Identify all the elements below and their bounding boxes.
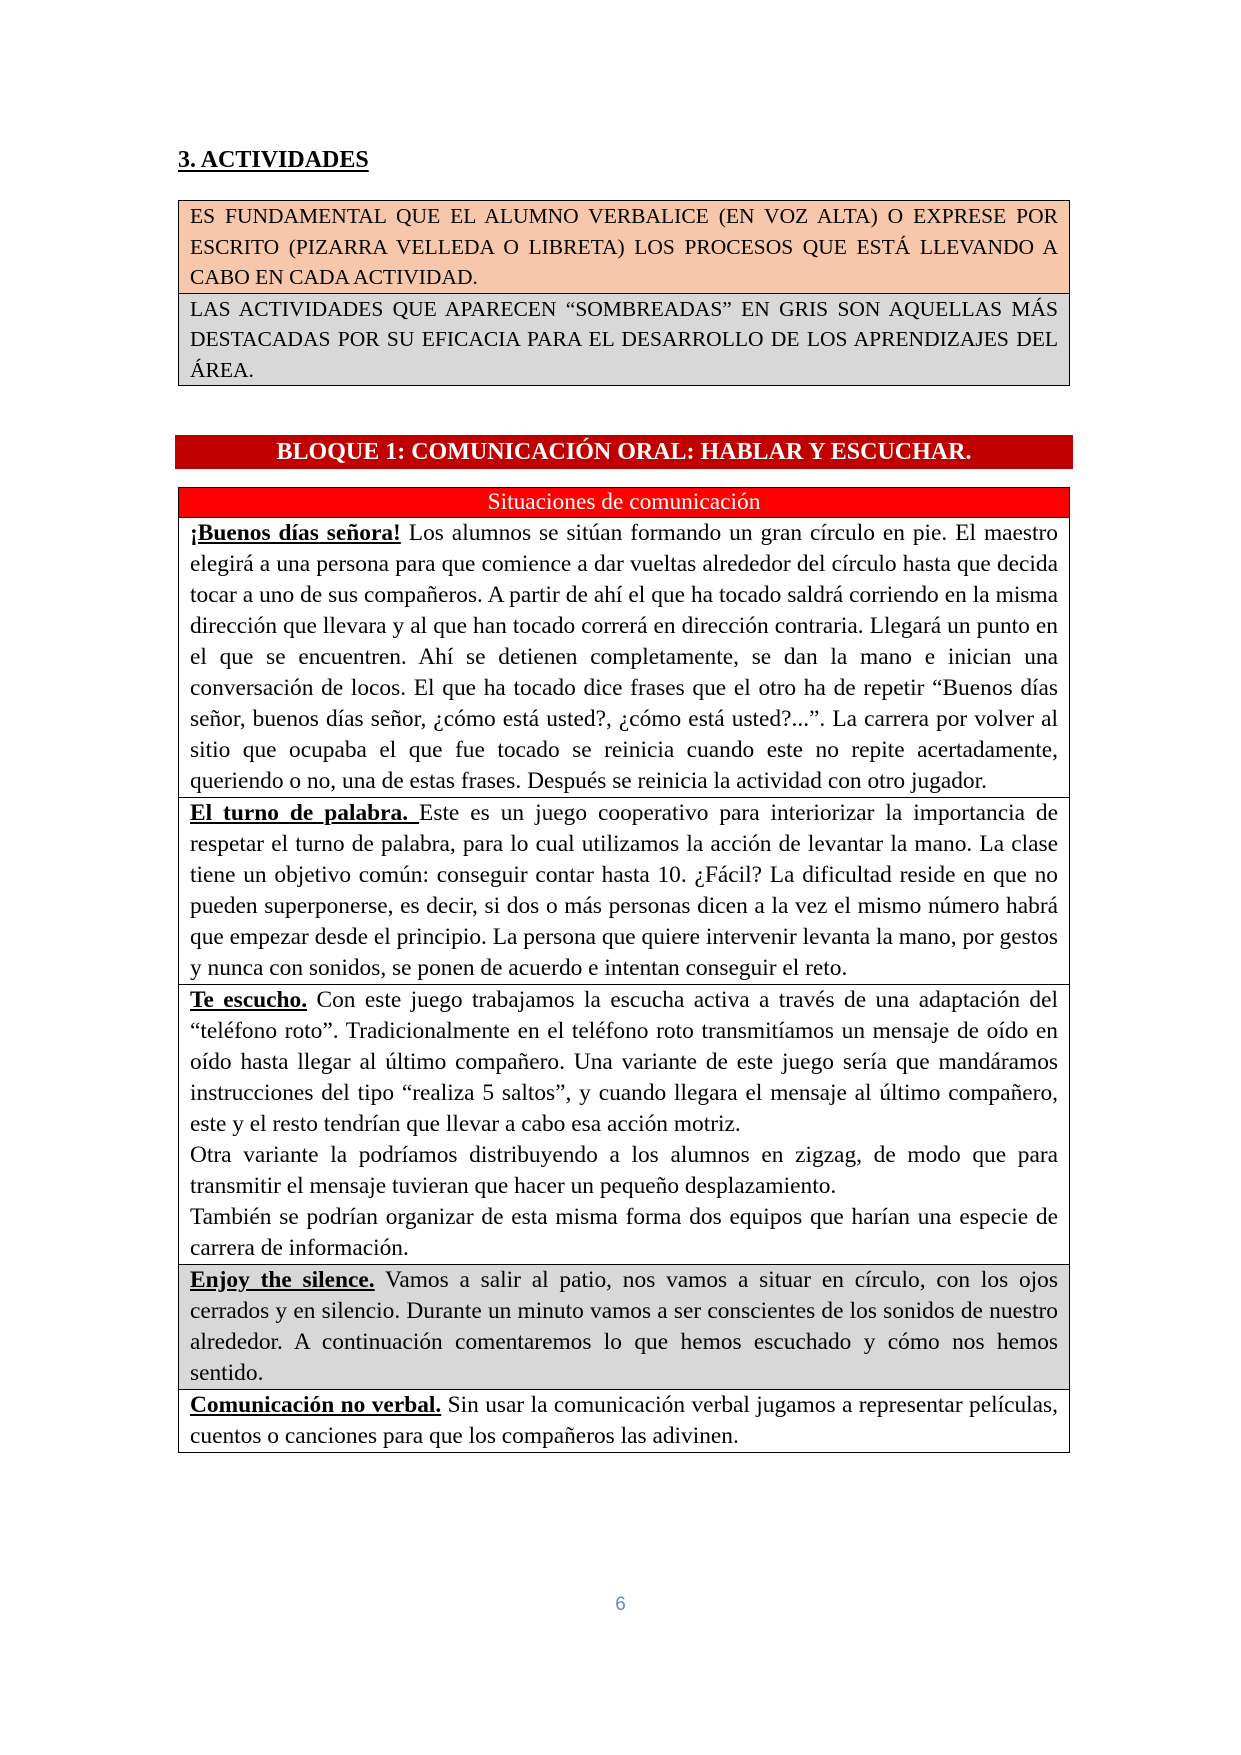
section-title: 3. ACTIVIDADES [178, 147, 369, 173]
activity-title: Te escucho. [190, 987, 308, 1013]
activity-row [179, 518, 1070, 798]
activity-title: Comunicación no verbal. [190, 1392, 442, 1418]
activity-cell-shaded [179, 1265, 1070, 1390]
activity-extra-paragraph: También se podrían organizar de esta misma forma dos equipos que harían una especie de carrera de información. [190, 1204, 1058, 1261]
activity-row [179, 1265, 1070, 1390]
activity-cell [179, 798, 1070, 985]
activities-table [178, 487, 1070, 1453]
note-verbalize: ES FUNDAMENTAL QUE EL ALUMNO VERBALICE (EN VOZ ALTA) O EXPRESE POR ESCRITO (PIZARRA VELLEDA O LIBRETA) LOS PROCESOS QUE ESTÁ LLEVANDO A CABO EN CADA ACTIVIDAD. [179, 201, 1070, 294]
table-header: Situaciones de comunicación [179, 488, 1070, 518]
activity-title: El turno de palabra. [190, 800, 420, 826]
activity-extra-paragraph: Otra variante la podríamos distribuyendo a los alumnos en zigzag, de modo que para transmitir el mensaje tuvieran que hacer un pequeño desplazamiento. [190, 1142, 1058, 1199]
activity-title: Enjoy the silence. [190, 1267, 375, 1293]
note-shaded-activities: LAS ACTIVIDADES QUE APARECEN “SOMBREADAS” EN GRIS SON AQUELLAS MÁS DESTACADAS POR SU EFICACIA PARA EL DESARROLLO DE LOS APRENDIZAJES DEL ÁREA. [179, 293, 1070, 386]
activity-text: Este es un juego cooperativo para interiorizar la importancia de respetar el turno de palabra, para lo cual utilizamos la acción de levantar la mano. La clase tiene un objetivo común: conseguir contar hasta 10. ¿Fácil? La dificultad reside en que no pueden superponerse, es decir, si dos o más personas dicen a la vez el mismo número habrá que empezar desde el principio. La persona que quiere intervenir levanta la mano, por gestos y nunca con sonidos, se ponen de acuerdo e intentan conseguir el reto. [190, 800, 1058, 981]
activity-row [179, 985, 1070, 1265]
note-row [179, 293, 1070, 386]
activity-text: Sin usar la comunicación verbal jugamos a representar películas, cuentos o canciones para que los compañeros las adivinen. [190, 1392, 1058, 1449]
block-title: BLOQUE 1: COMUNICACIÓN ORAL: HABLAR Y ESCUCHAR. [175, 435, 1073, 469]
activity-cell [179, 1390, 1070, 1453]
activity-row [179, 798, 1070, 985]
notes-table [178, 200, 1070, 386]
activity-cell [179, 518, 1070, 798]
note-row [179, 201, 1070, 294]
activity-text: Con este juego trabajamos la escucha activa a través de una adaptación del “teléfono roto”. Tradicionalmente en el teléfono roto transmitíamos un mensaje de oído en oído hasta llegar al último compañero. Una variante de este juego sería que mandáramos instrucciones del tipo “realiza 5 saltos”, y cuando llegara el mensaje al último compañero, este y el resto tendrían que llevar a cabo esa acción motriz. [190, 987, 1058, 1137]
activity-text: Los alumnos se sitúan formando un gran círculo en pie. El maestro elegirá a una persona para que comience a dar vueltas alrededor del círculo hasta que decida tocar a uno de sus compañeros. A partir de ahí el que ha tocado saldrá corriendo en la misma dirección que llevara y al que han tocado correrá en dirección contraria. Llegará un punto en el que se encuentren. Ahí se detienen completamente, se dan la mano e inician una conversación de locos. El que ha tocado dice frases que el otro ha de repetir “Buenos días señor, buenos días señor, ¿cómo está usted?, ¿cómo está usted?...”. La carrera por volver al sitio que ocupaba el que fue tocado se reinicia cuando este no repite acertadamente, queriendo o no, una de estas frases. Después se reinicia la actividad con otro jugador. [190, 520, 1058, 794]
activity-title: ¡Buenos días señora! [190, 520, 401, 546]
table-header-row [179, 488, 1070, 518]
activity-cell [179, 985, 1070, 1265]
activity-row [179, 1390, 1070, 1453]
page-number: 6 [615, 1594, 626, 1615]
activity-text: Vamos a salir al patio, nos vamos a situar en círculo, con los ojos cerrados y en silencio. Durante un minuto vamos a ser conscientes de los sonidos de nuestro alrededor. A continuación comentaremos lo que hemos escuchado y cómo nos hemos sentido. [190, 1267, 1058, 1386]
